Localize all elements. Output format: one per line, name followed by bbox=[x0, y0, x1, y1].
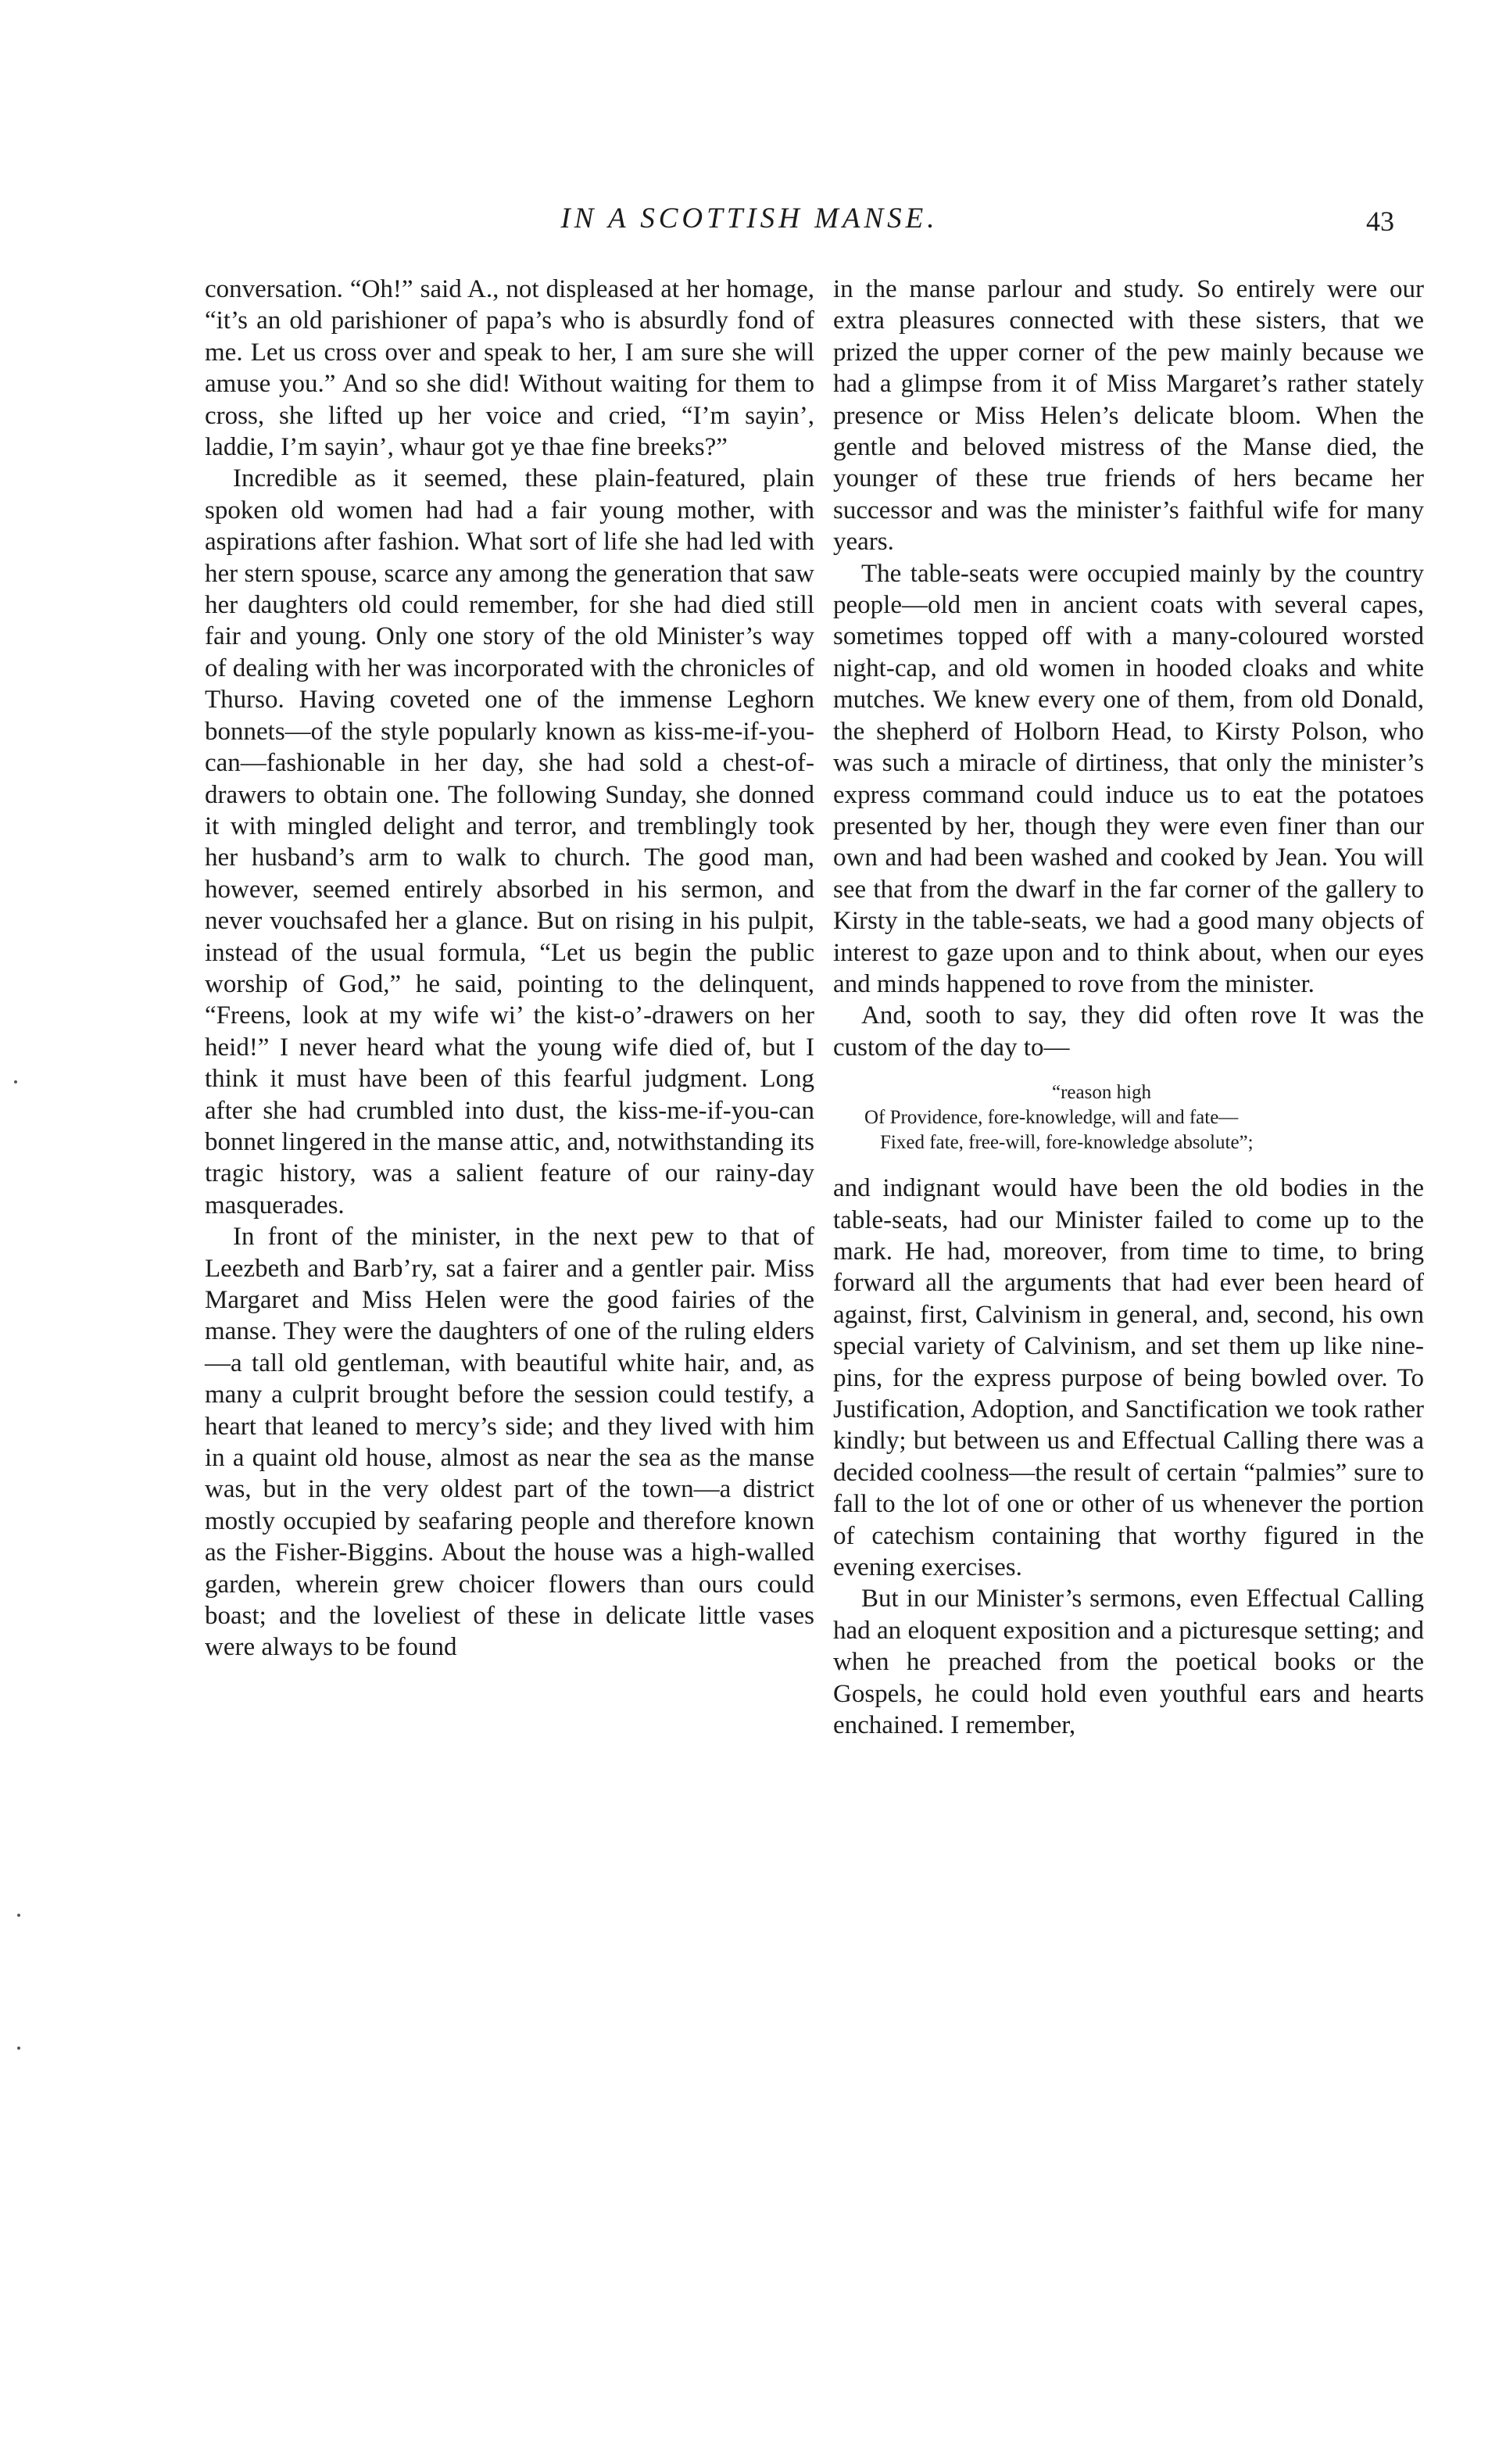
right-column bbox=[833, 274, 1424, 1741]
verse-line: “reason high bbox=[1052, 1082, 1152, 1104]
left-column bbox=[205, 274, 814, 1664]
paragraph: And, sooth to say, they did often rove It was the custom of the day to— bbox=[833, 1001, 1424, 1062]
margin-mark bbox=[14, 1080, 17, 1083]
paragraph: conversation. “Oh!” said A., not displeased at her homage, “it’s an old parishioner of papa’s who is absurdly fond of me. Let us cross over and speak to her, I am sure she will amuse you.” And so she did! Without waiting for them to cross, she lifted up her voice and cried, “I’m sayin’, laddie, I’m sayin’, whaur got ye thae fine breeks?” bbox=[205, 275, 814, 462]
paragraph: The table-seats were occupied mainly by the country people—old men in ancient coats with several capes, sometimes topped off with a many-coloured worsted night-cap, and old women in hooded cloaks and white mutches. We knew every one of them, from old Donald, the shepherd of Holborn Head, to Kirsty Polson, who was such a miracle of dirtiness, that only the minister’s express command could induce us to eat the potatoes presented by her, though they were even finer than our own and had been washed and cooked by Jean. You will see that from the dwarf in the far corner of the gallery to Kirsty in the table-seats, we had a good many objects of interest to gaze upon and to think about, when our eyes and minds happened to rove from the minister. bbox=[833, 559, 1424, 998]
paragraph: Incredible as it seemed, these plain-featured, plain spoken old women had had a fair young mother, with aspirations after fashion. What sort of life she had led with her stern spouse, scarce any among the generation that saw her daughters old could remember, for she had died still fair and young. Only one story of the old Minister’s way of dealing with her was incorporated with the chronicles of Thurso. Having coveted one of the immense Leghorn bonnets—of the style popularly known as kiss-me-if-you-can—fashionable in her day, she had sold a chest-of-drawers to obtain one. The following Sunday, she donned it with mingled delight and terror, and tremblingly took her husband’s arm to walk to church. The good man, however, seemed entirely absorbed in his sermon, and never vouchsafed her a glance. But on rising in his pulpit, instead of the usual formula, “Let us begin the public worship of God,” he said, pointing to the delinquent, “Freens, look at my wife wi’ the kist-o’-drawers on her heid!” I never heard what the young wife died of, but I think it must have been of this fearful judgment. Long after she had crumbled into dust, the kiss-me-if-you-can bonnet lingered in the manse attic, and, notwithstanding its tragic history, was a salient feature of our rainy-day masquerades. bbox=[205, 464, 814, 1219]
verse-line: Of Providence, fore-knowledge, will and fate— bbox=[864, 1107, 1239, 1129]
margin-mark bbox=[17, 1914, 20, 1917]
margin-mark bbox=[17, 2047, 20, 2050]
paragraph: But in our Minister’s sermons, even Effectual Calling had an eloquent exposition and a picturesque setting; and when he preached from the poetical books or the Gospels, he could hold even youthful ears and hearts enchained. I remember, bbox=[833, 1585, 1424, 1740]
page-number: 43 bbox=[1366, 206, 1394, 237]
running-title: IN A SCOTTISH MANSE. bbox=[560, 202, 939, 235]
paragraph: In front of the minister, in the next pew to that of Leezbeth and Barb’ry, sat a fairer and a gentler pair. Miss Margaret and Miss Helen were the good fairies of the manse. They were the daughters of one of the ruling elders—a tall old gentleman, with beautiful white hair, and, as many a culprit brought before the session could testify, a heart that leaned to mercy’s side; and they lived with him in a quaint old house, almost as near the sea as the manse was, but in the very oldest part of the town—a district mostly occupied by seafaring people and therefore known as the Fisher-Biggins. About the house was a high-walled garden, wherein grew choicer flowers than ours could boast; and the loveliest of these in delicate little vases were always to be found bbox=[205, 1223, 814, 1662]
verse-quotation bbox=[833, 1080, 1424, 1155]
paragraph: and indignant would have been the old bodies in the table-seats, had our Minister failed to come up to the mark. He had, moreover, from time to time, to bring forward all the arguments that had ever been heard of against, first, Calvinism in general, and, second, his own special variety of Calvinism, and set them up like nine-pins, for the express purpose of being bowled over. To Justification, Adoption, and Sanctification we took rather kindly; but between us and Effectual Calling there was a decided coolness—the result of certain “palmies” sure to fall to the lot of one or other of us whenever the portion of catechism containing that worthy figured in the evening exercises. bbox=[833, 1174, 1424, 1582]
paragraph: in the manse parlour and study. So entirely were our extra pleasures connected with these sisters, that we prized the upper corner of the pew mainly because we had a glimpse from it of Miss Margaret’s rather stately presence or Miss Helen’s delicate bloom. When the gentle and beloved mistress of the Manse died, the younger of these true friends of hers became her successor and was the minister’s faithful wife for many years. bbox=[833, 275, 1424, 557]
verse-line: Fixed fate, free-will, fore-knowledge absolute”; bbox=[880, 1132, 1254, 1154]
